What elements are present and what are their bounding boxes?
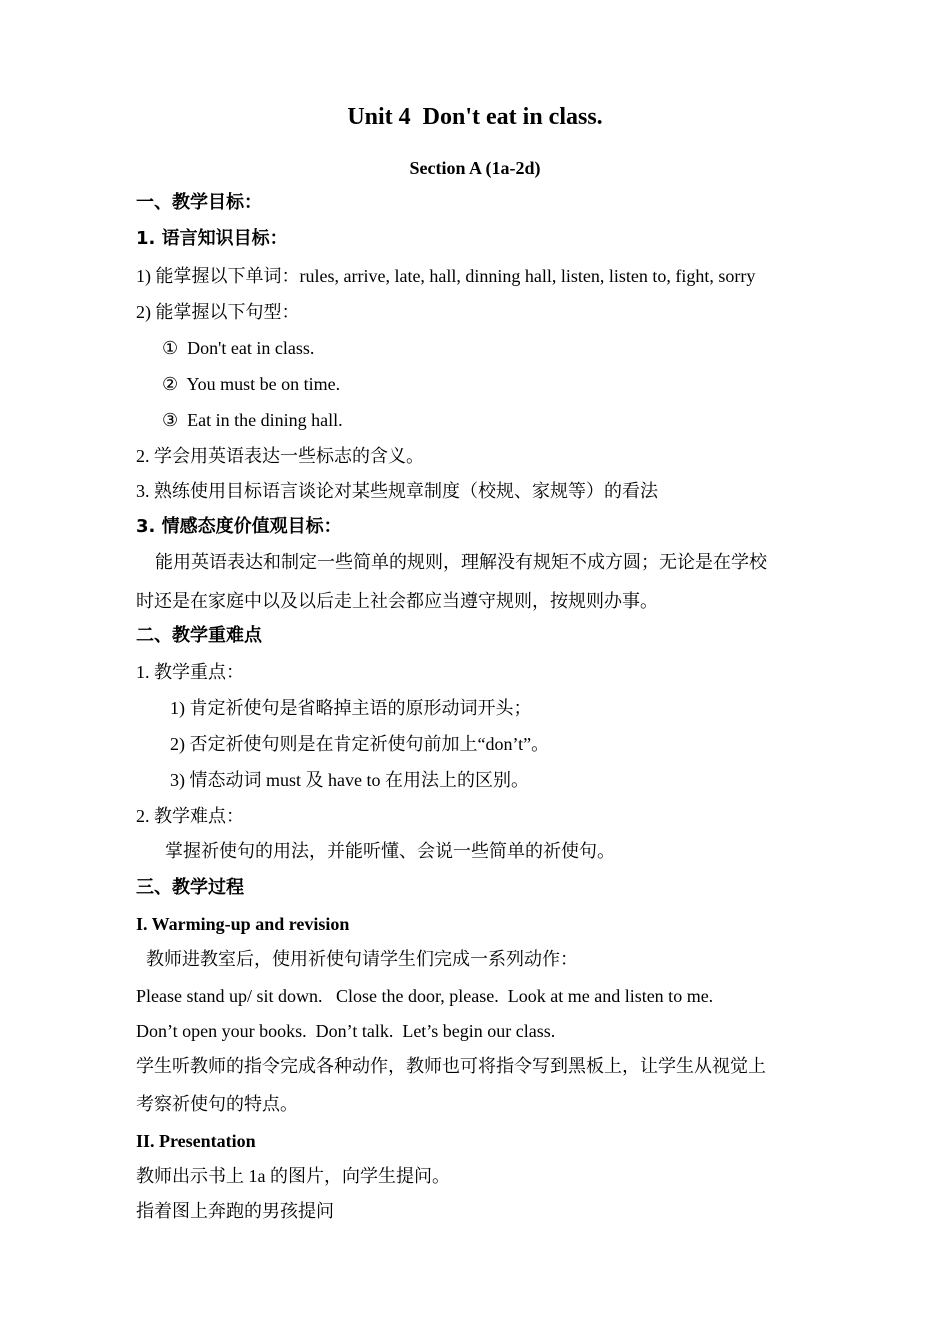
section-heading-key-points: 二、教学重难点 — [136, 625, 262, 646]
paragraph-line: 能用英语表达和制定一些简单的规则，理解没有规矩不成方圆；无论是在学校 — [155, 552, 767, 573]
objective-line: 2. 学会用英语表达一些标志的含义。 — [136, 446, 424, 466]
step-heading-warming-up: I. Warming-up and revision — [136, 914, 350, 934]
section-heading-objectives: 一、教学目标： — [136, 192, 262, 213]
difficulty-heading: 2. 教学难点： — [136, 806, 244, 826]
section-heading-process: 三、教学过程 — [136, 877, 244, 898]
sentence-patterns-line: 2) 能掌握以下句型： — [136, 302, 300, 322]
paragraph-line: 考察祈使句的特点。 — [136, 1094, 298, 1115]
paragraph-line: Please stand up/ sit down. Close the door, please. Look at me and listen to me. — [136, 986, 714, 1006]
pattern-item: ② You must be on time. — [162, 374, 341, 394]
key-point-item: 3) 情态动词 must 及 have to 在用法上的区别。 — [170, 770, 529, 790]
subheading-language-goals: 1. 语言知识目标： — [136, 228, 288, 249]
paragraph-line: 教师进教室后，使用祈使句请学生们完成一系列动作： — [146, 949, 578, 970]
pattern-item: ③ Eat in the dining hall. — [162, 410, 343, 430]
objective-line: 3. 熟练使用目标语言谈论对某些规章制度（校规、家规等）的看法 — [136, 481, 658, 501]
difficulty-item: 掌握祈使句的用法，并能听懂、会说一些简单的祈使句。 — [165, 841, 615, 862]
pattern-item: ① Don't eat in class. — [162, 338, 315, 358]
key-point-heading: 1. 教学重点： — [136, 662, 244, 682]
paragraph-line: 时还是在家庭中以及以后走上社会都应当遵守规则，按规则办事。 — [136, 591, 658, 612]
section-subtitle: Section A (1a-2d) — [409, 158, 541, 178]
key-point-item: 1) 肯定祈使句是省略掉主语的原形动词开头； — [170, 698, 532, 718]
subheading-emotion-goals: 3. 情感态度价值观目标： — [136, 516, 342, 537]
paragraph-line: 指着图上奔跑的男孩提问 — [136, 1201, 334, 1222]
paragraph-line: Don’t open your books. Don’t talk. Let’s begin our class. — [136, 1021, 556, 1041]
paragraph-line: 学生听教师的指令完成各种动作，教师也可将指令写到黑板上，让学生从视觉上 — [136, 1056, 766, 1077]
step-heading-presentation: II. Presentation — [136, 1131, 256, 1151]
key-point-item: 2) 否定祈使句则是在肯定祈使句前加上“don’t”。 — [170, 734, 550, 754]
document-title: Unit 4 Don't eat in class. — [347, 104, 603, 130]
paragraph-line: 教师出示书上 1a 的图片，向学生提问。 — [136, 1166, 450, 1186]
vocabulary-line: 1) 能掌握以下单词：rules, arrive, late, hall, dinning hall, listen, listen to, fight, sorry — [136, 266, 756, 286]
